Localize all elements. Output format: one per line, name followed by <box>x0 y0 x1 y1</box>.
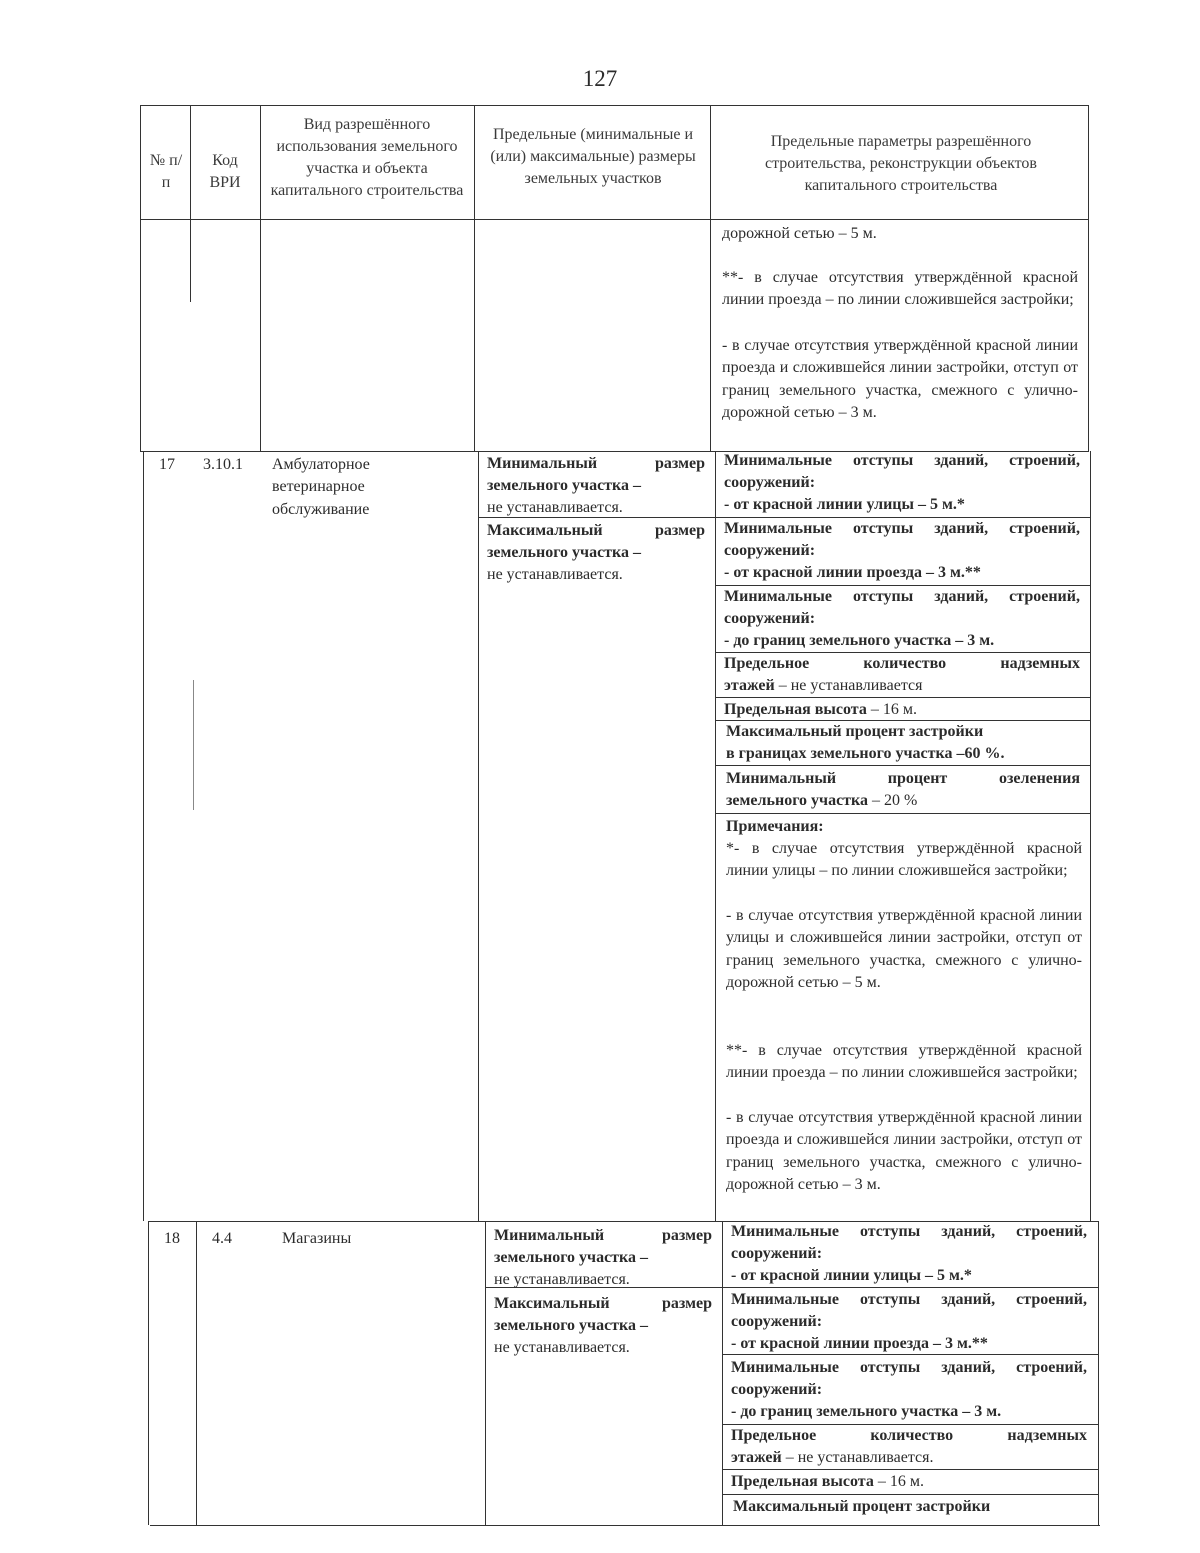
row17-param-4: Предельное количество надземных <box>724 655 1080 672</box>
cont-note-1: **- в случае отсутствия утверждённой красной линии проезда – по линии сложившейся застройки; <box>722 269 1078 309</box>
row18-param-5: Предельная высота – 16 м. <box>731 1473 924 1490</box>
row18-code: 4.4 <box>212 1230 232 1247</box>
row18-max-size: Максимальный размер земельного участка – <box>494 1295 712 1335</box>
header-sizes: Предельные (минимальные и (или) максимальные) размеры земельных участков <box>490 126 696 187</box>
row17-kind: Амбулаторное ветеринарное обслуживание <box>272 456 370 518</box>
row17-param-2-val: - от красной линии проезда – 3 м.** <box>724 564 981 581</box>
cont-line: дорожной сетью – 5 м. <box>722 225 877 242</box>
row17-note-2: - в случае отсутствия утверждённой красной линии улицы и сложившейся линии застройки, отступ от границ земельного участка, смежного с улично-дорожной сетью – 5 м. <box>726 907 1082 992</box>
row18-param-6: Максимальный процент застройки <box>733 1498 991 1515</box>
row18-min-size: Минимальный размер земельного участка – <box>494 1227 712 1267</box>
row17-max-size-val: не устанавливается. <box>487 566 623 583</box>
row18-max-size-val: не устанавливается. <box>494 1339 630 1356</box>
row17-param-7: Минимальный процент озеленения <box>726 770 1080 787</box>
row17-param-5: Предельная высота – 16 м. <box>724 701 917 718</box>
row17-param-6-val: в границах земельного участка –60 %. <box>726 745 1005 762</box>
cont-note-2: - в случае отсутствия утверждённой красной линии проезда и сложившейся линии застройки, отступ от границ земельного участка, смежного с улично-дорожной сетью – 3 м. <box>722 337 1078 422</box>
row17-param-1: Минимальные отступы зданий, строений, сооружений: <box>724 452 1080 492</box>
header-code: Код ВРИ <box>209 152 241 191</box>
row17-note-4: - в случае отсутствия утверждённой красной линии проезда и сложившейся линии застройки, отступ от границ земельного участка, смежного с улично-дорожной сетью – 3 м. <box>726 1109 1082 1194</box>
row18-param-1: Минимальные отступы зданий, строений, сооружений: <box>731 1223 1087 1263</box>
row18-param-2-val: - от красной линии проезда – 3 м.** <box>731 1335 988 1352</box>
row17-param-2: Минимальные отступы зданий, строений, сооружений: <box>724 520 1080 560</box>
page-number: 127 <box>582 66 618 91</box>
row18-param-4-val: этажей – не устанавливается. <box>731 1449 934 1466</box>
header-params: Предельные параметры разрешённого строительства, реконструкции объектов капитального строительства <box>765 133 1037 194</box>
row18-param-1-val: - от красной линии улицы – 5 м.* <box>731 1267 972 1284</box>
row17-notes-title: Примечания: <box>726 818 824 835</box>
row18-param-3: Минимальные отступы зданий, строений, сооружений: <box>731 1359 1087 1399</box>
row18-no: 18 <box>164 1230 180 1247</box>
row17-param-6: Максимальный процент застройки <box>726 723 984 740</box>
header-no: № п/п <box>149 152 183 191</box>
row18-min-size-val: не устанавливается. <box>494 1271 630 1288</box>
row18-kind: Магазины <box>282 1230 352 1247</box>
row18-param-3-val: - до границ земельного участка – 3 м. <box>731 1403 1002 1420</box>
row17-param-7-val: земельного участка – 20 % <box>726 792 918 809</box>
row17-param-3-val: - до границ земельного участка – 3 м. <box>724 632 995 649</box>
row17-param-4-val: этажей – не устанавливается <box>724 677 923 694</box>
row17-no: 17 <box>159 456 175 473</box>
row17-param-1-val: - от красной линии улицы – 5 м.* <box>724 496 965 513</box>
row17-param-3: Минимальные отступы зданий, строений, сооружений: <box>724 588 1080 628</box>
row17-max-size: Максимальный размер земельного участка – <box>487 522 705 562</box>
row17-code: 3.10.1 <box>203 456 243 473</box>
row18-param-2: Минимальные отступы зданий, строений, сооружений: <box>731 1291 1087 1331</box>
row17-min-size: Минимальный размер земельного участка – <box>487 455 705 495</box>
row18-param-4: Предельное количество надземных <box>731 1427 1087 1444</box>
header-kind: Вид разрешённого использования земельного участка и объекта капитального строительства <box>270 116 464 199</box>
row17-note-3: **- в случае отсутствия утверждённой красной линии проезда – по линии сложившейся застройки; <box>726 1042 1082 1082</box>
row17-min-size-val: не устанавливается. <box>487 499 623 516</box>
row17-note-1: *- в случае отсутствия утверждённой красной линии улицы – по линии сложившейся застройки; <box>726 840 1082 880</box>
